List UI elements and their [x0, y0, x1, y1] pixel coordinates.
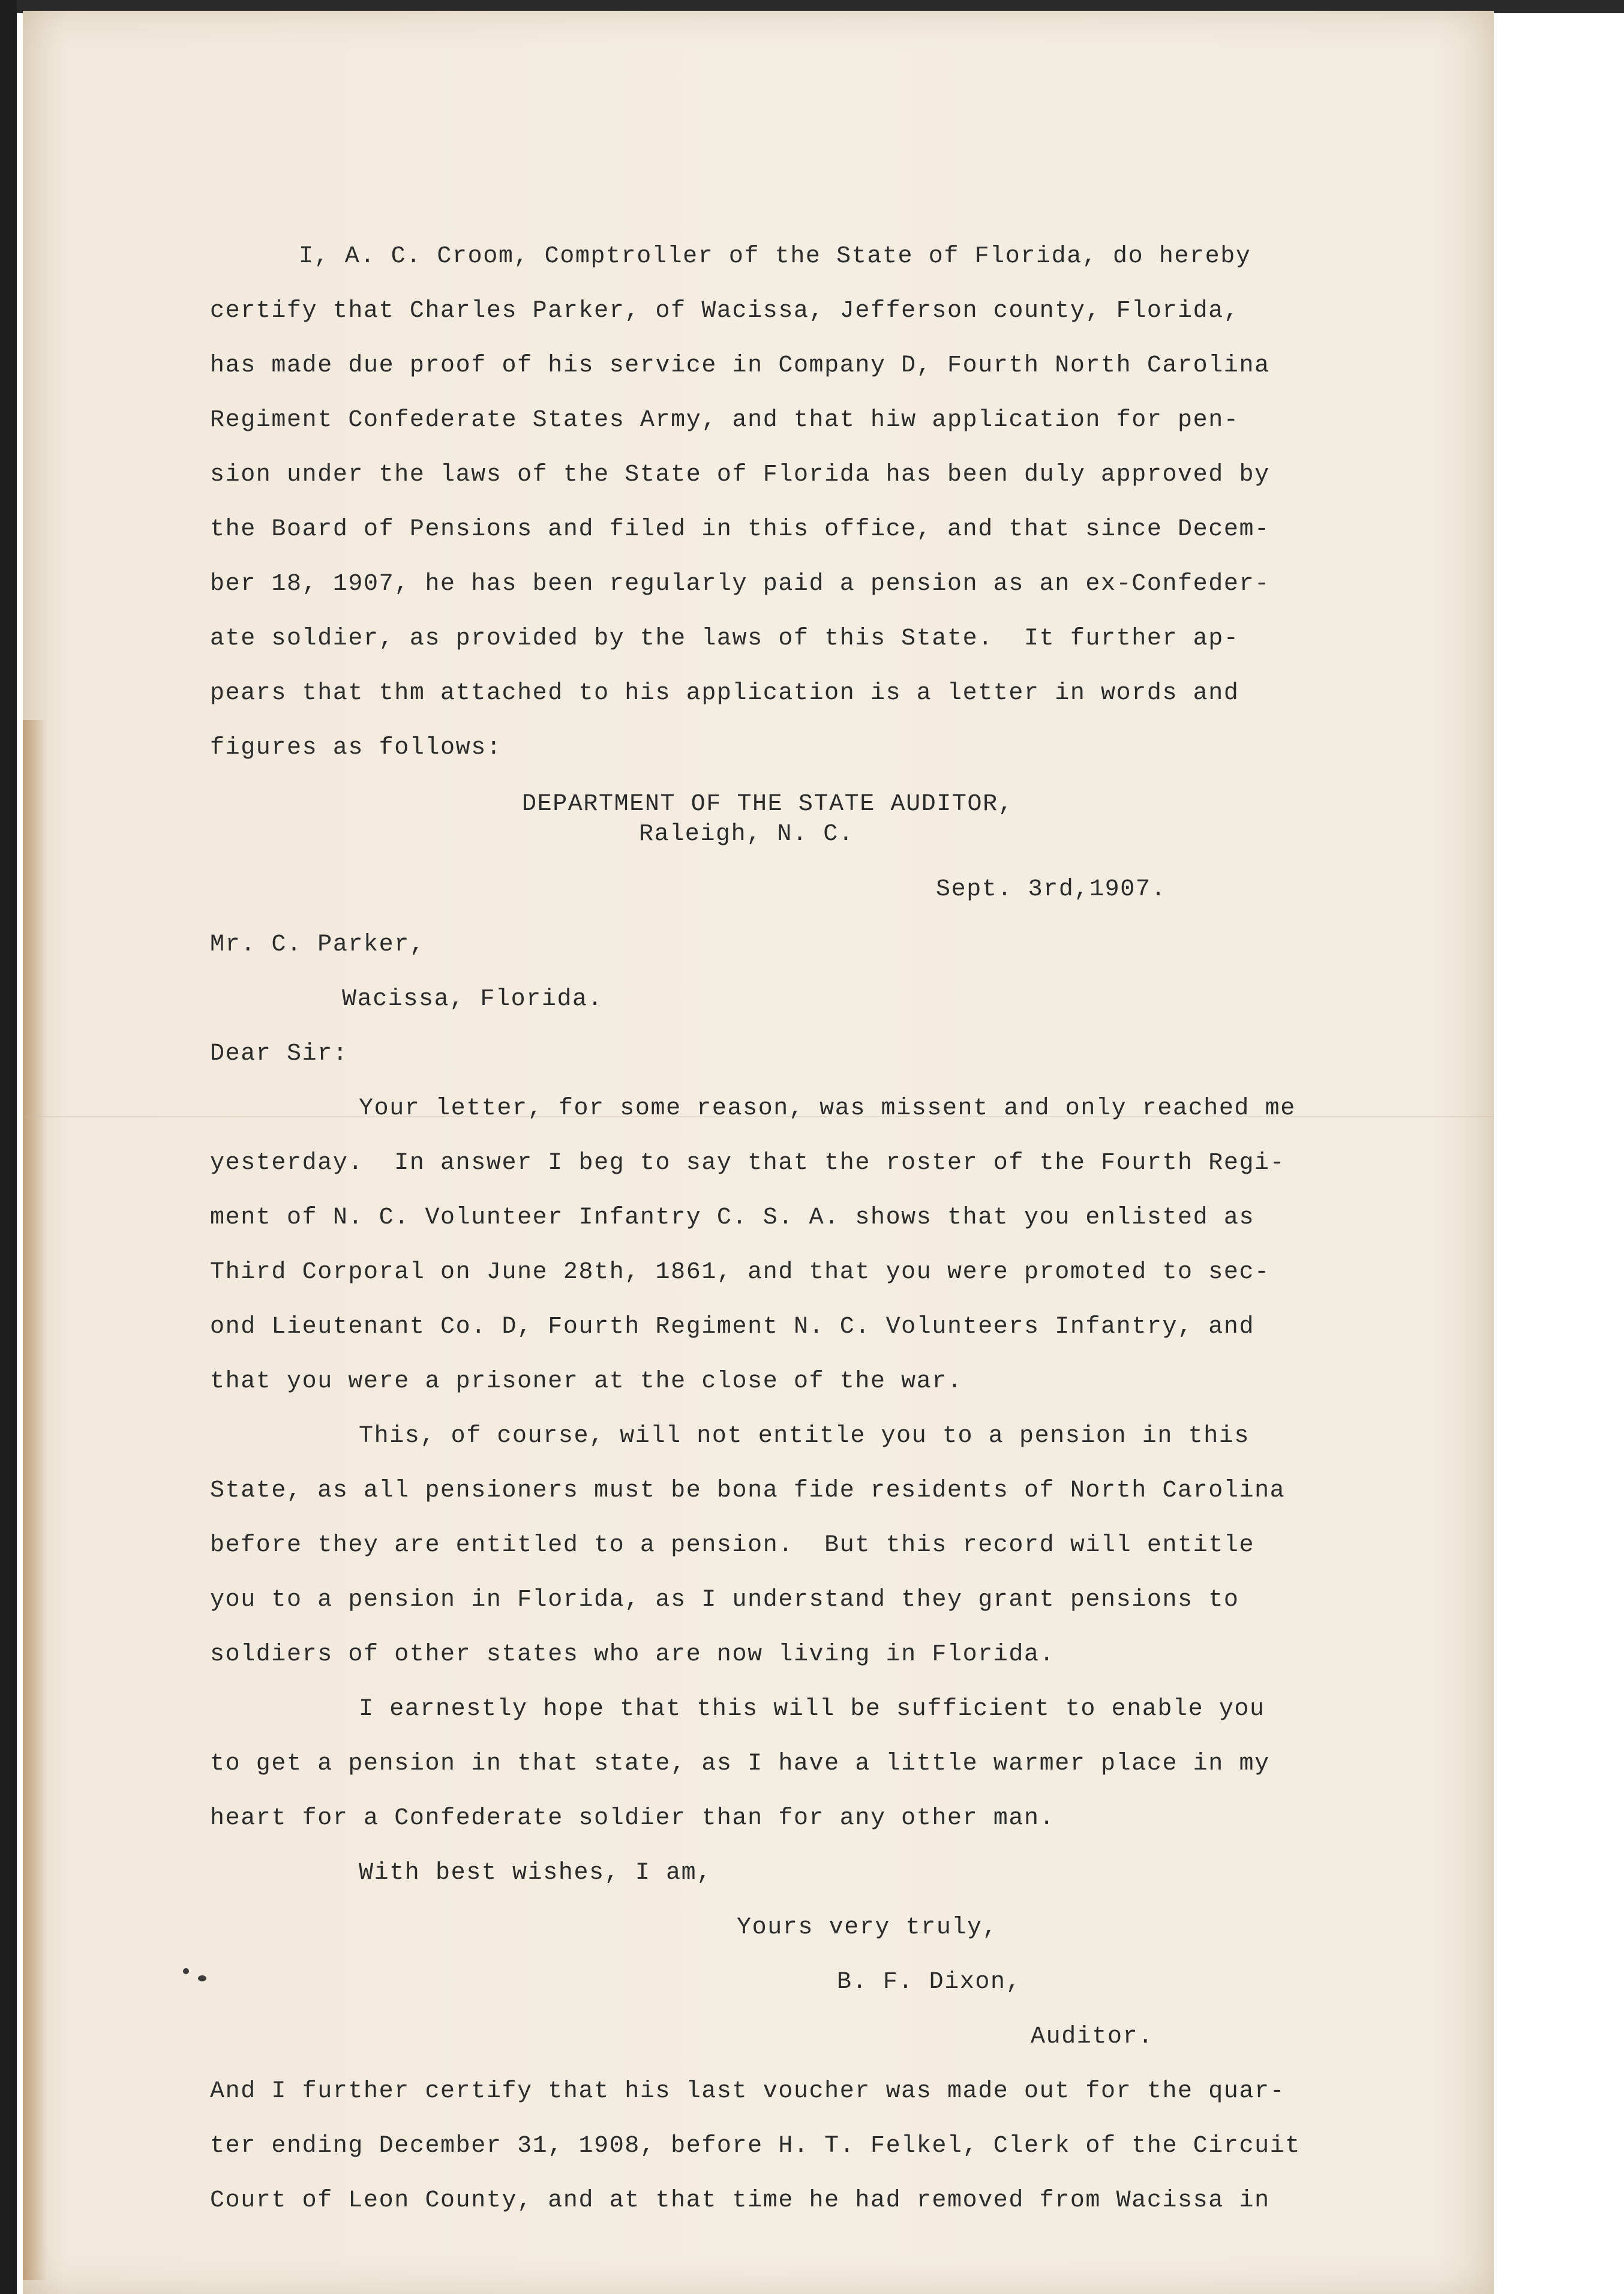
- certificate-line: certify that Charles Parker, of Wacissa, Jefferson county, Florida,: [210, 298, 1239, 325]
- salutation: Dear Sir:: [210, 1040, 349, 1067]
- certificate-line: sion under the laws of the State of Florida has been duly approved by: [210, 461, 1270, 488]
- certificate-line: pears that thm attached to his application is a letter in words and: [210, 680, 1239, 707]
- letter-line: heart for a Confederate soldier than for any other man.: [210, 1805, 1055, 1832]
- letter-line: you to a pension in Florida, as I understand they grant pensions to: [210, 1587, 1239, 1614]
- certification-line: And I further certify that his last voucher was made out for the quar-: [210, 2078, 1286, 2105]
- letterhead-city: Raleigh, N. C.: [639, 821, 854, 848]
- letter-line: before they are entitled to a pension. But this record will entitle: [210, 1532, 1255, 1559]
- letter-line: yesterday. In answer I beg to say that the roster of the Fourth Regi-: [210, 1150, 1286, 1177]
- certificate-line: Regiment Confederate States Army, and that hiw application for pen-: [210, 407, 1239, 434]
- complimentary-close: Yours very truly,: [737, 1914, 998, 1941]
- letter-line: soldiers of other states who are now living in Florida.: [210, 1641, 1055, 1668]
- signer-name: B. F. Dixon,: [837, 1969, 1022, 1996]
- certificate-line: has made due proof of his service in Company D, Fourth North Carolina: [210, 352, 1270, 379]
- letter-line: ond Lieutenant Co. D, Fourth Regiment N. C. Volunteers Infantry, and: [210, 1314, 1255, 1341]
- certificate-line: I, A. C. Croom, Comptroller of the State of Florida, do hereby: [299, 243, 1251, 270]
- addressee-name: Mr. C. Parker,: [210, 931, 425, 958]
- signer-title: Auditor.: [1031, 2023, 1154, 2050]
- certificate-line: ber 18, 1907, he has been regularly paid a pension as an ex-Confeder-: [210, 571, 1270, 598]
- addressee-place: Wacissa, Florida.: [342, 986, 604, 1013]
- letter-line: Your letter, for some reason, was missent and only reached me: [359, 1095, 1296, 1122]
- certification-line: ter ending December 31, 1908, before H. T. Felkel, Clerk of the Circuit: [210, 2133, 1301, 2160]
- ink-speck: [183, 1968, 189, 1974]
- letter-line: I earnestly hope that this will be sufficient to enable you: [359, 1696, 1265, 1723]
- letter-line: that you were a prisoner at the close of the war.: [210, 1368, 963, 1395]
- paper-stain: [23, 720, 47, 2280]
- letter-line: State, as all pensioners must be bona fide residents of North Carolina: [210, 1477, 1286, 1504]
- letter-line: to get a pension in that state, as I have a little warmer place in my: [210, 1750, 1270, 1777]
- certificate-line: ate soldier, as provided by the laws of this State. It further ap-: [210, 625, 1239, 652]
- ink-speck: [198, 1975, 206, 1981]
- certificate-line: the Board of Pensions and filed in this office, and that since Decem-: [210, 516, 1270, 543]
- closing-wishes: With best wishes, I am,: [359, 1860, 712, 1887]
- certificate-line: figures as follows:: [210, 734, 502, 761]
- letter-line: This, of course, will not entitle you to a pension in this: [359, 1423, 1250, 1450]
- letter-date: Sept. 3rd,1907.: [936, 876, 1167, 903]
- certification-line: Court of Leon County, and at that time he had removed from Wacissa in: [210, 2187, 1270, 2214]
- letterhead-department: DEPARTMENT OF THE STATE AUDITOR,: [522, 791, 1014, 818]
- letter-line: ment of N. C. Volunteer Infantry C. S. A. shows that you enlisted as: [210, 1204, 1255, 1231]
- scan-edge-left: [0, 0, 17, 2294]
- letter-line: Third Corporal on June 28th, 1861, and that you were promoted to sec-: [210, 1259, 1270, 1286]
